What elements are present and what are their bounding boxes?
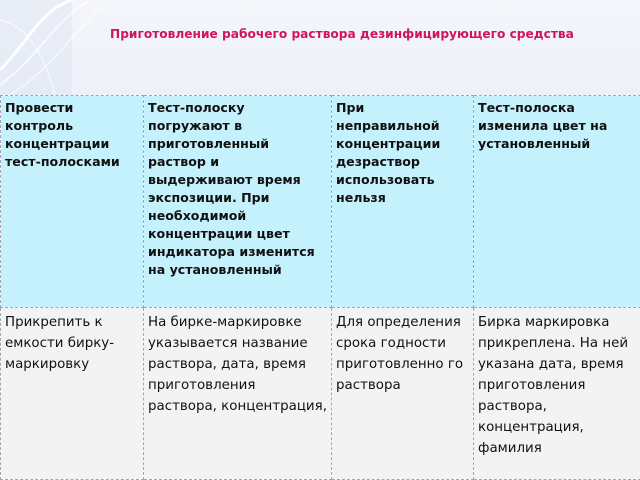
cell-text: Тест-полоска изменила цвет на установленный [478, 100, 608, 151]
cell-text: Бирка маркировка прикреплена. На ней указана дата, время приготовления раствора, концентрация, фамилия [478, 315, 629, 456]
table-cell [1, 96, 144, 308]
table-cell [474, 96, 640, 308]
procedure-table [0, 95, 640, 480]
cell-text: Для определения срока годности приготовленно го раствора [336, 315, 464, 393]
table-cell [332, 96, 474, 308]
cell-text: Прикрепить к емкости бирку-маркировку [5, 315, 115, 372]
table-cell [144, 308, 332, 480]
table-cell [144, 96, 332, 308]
slide-title: Приготовление рабочего раствора дезинфицирующего средства [110, 27, 574, 41]
table-cell [1, 308, 144, 480]
slide-decoration-band [0, 0, 640, 95]
cell-text: При неправильной концентрации дезраствор использовать нельзя [336, 100, 441, 205]
table-row [1, 308, 640, 480]
decorative-swirl [0, 0, 640, 95]
table-row [1, 96, 640, 308]
table-cell [332, 308, 474, 480]
cell-text: Тест-полоску погружают в приготовленный раствор и выдерживают время экспозиции. При необходимой концентрации цвет индикатора изменится на установленный [148, 100, 315, 277]
table-cell [474, 308, 640, 480]
cell-text: На бирке-маркировке указывается название раствора, дата, время приготовления раствора, концентрация, [148, 315, 327, 414]
cell-text: Провести контроль концентрации тест-полосками [5, 100, 120, 169]
